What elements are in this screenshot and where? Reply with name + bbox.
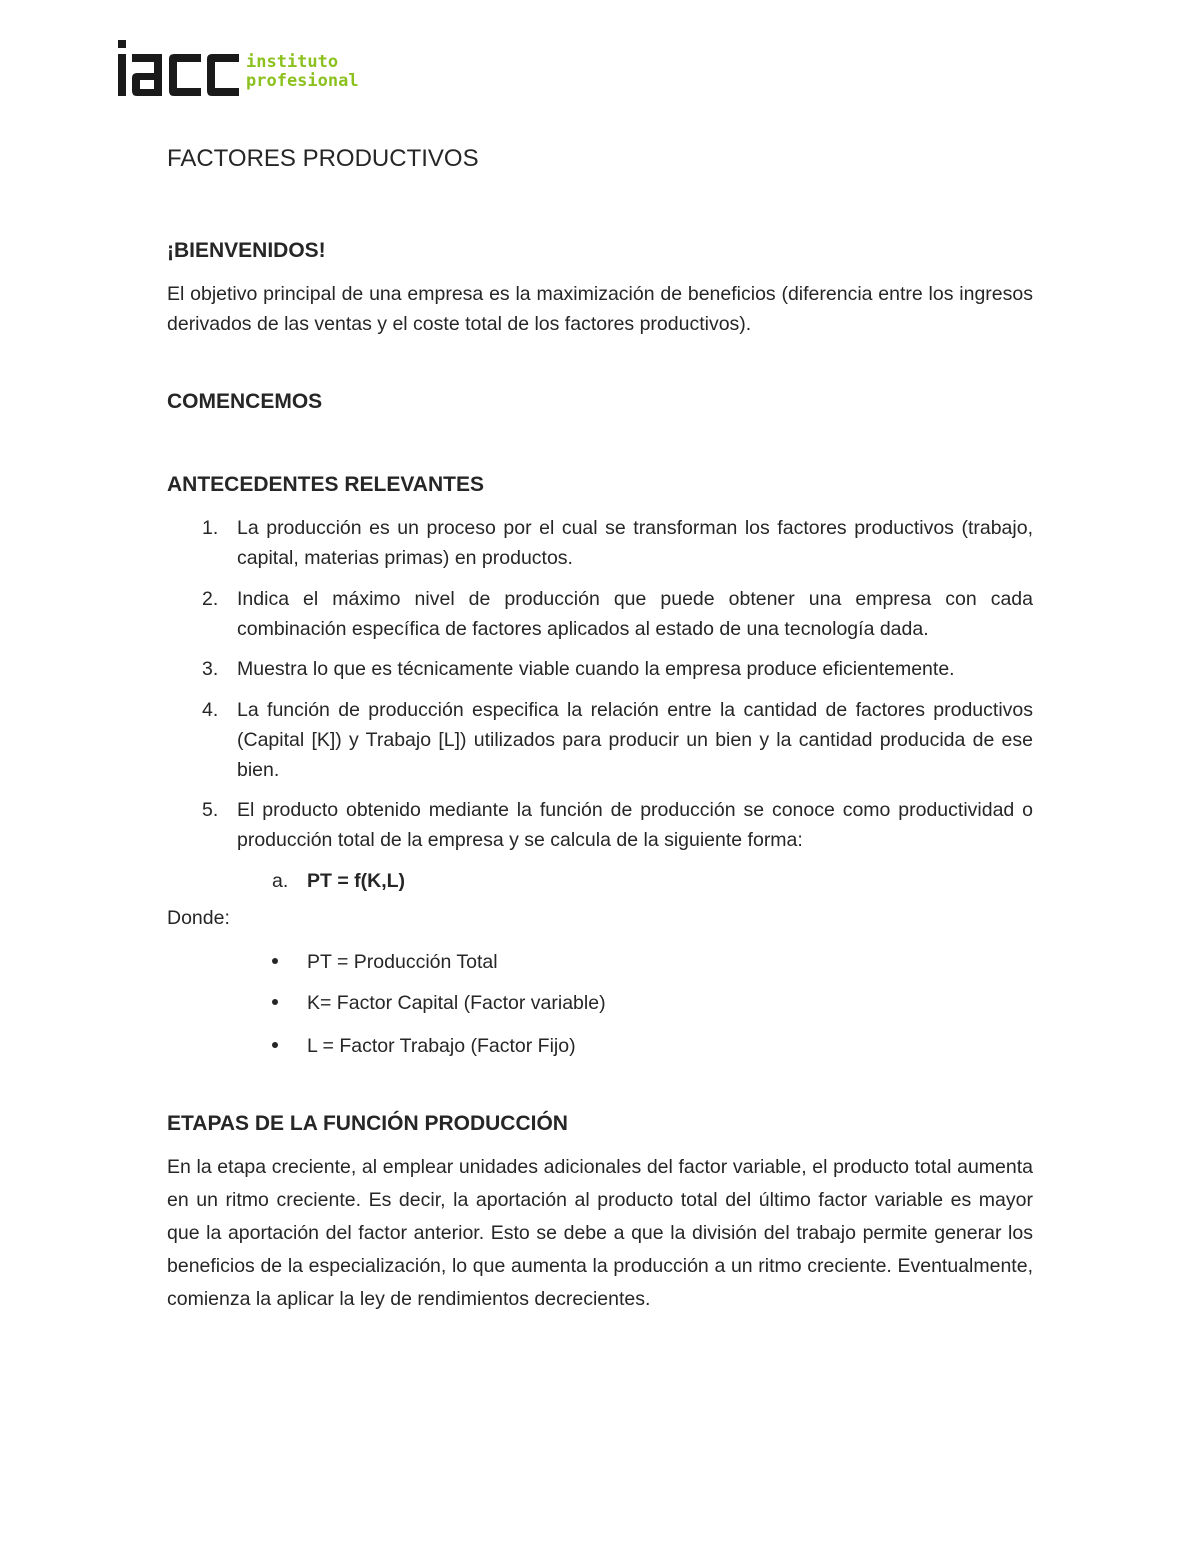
- bullet-text: K= Factor Capital (Factor variable): [307, 992, 606, 1014]
- numbered-item-4: [167, 695, 1033, 785]
- logo-text-instituto: instituto: [246, 52, 339, 72]
- item-number: 2.: [202, 588, 219, 610]
- bullet-icon: [272, 947, 307, 977]
- bullet-item-pt: [272, 947, 498, 977]
- bullet-icon: [272, 1031, 307, 1061]
- numbered-item-2: [167, 584, 1033, 644]
- iacc-logo-mark: [117, 40, 245, 98]
- where-label: Donde:: [167, 907, 230, 929]
- item-text: La producción es un proceso por el cual se transforman los factores productivos (trabajo, capital, materias primas) en productos.: [237, 517, 1033, 569]
- numbered-item-3: [167, 654, 1033, 684]
- item-text: La función de producción especifica la relación entre la cantidad de factores productivos (Capital [K]) y Trabajo [L]) utilizados para producir un bien y la cantidad producida de ese bien.: [237, 699, 1033, 781]
- logo-text-profesional: profesional: [246, 71, 359, 91]
- formula-text: PT = f(K,L): [307, 870, 406, 892]
- bullet-item-l: [272, 1031, 576, 1061]
- bullet-icon: [272, 988, 307, 1018]
- welcome-heading: ¡BIENVENIDOS!: [167, 239, 326, 262]
- bullet-text: L = Factor Trabajo (Factor Fijo): [307, 1035, 576, 1057]
- start-heading: COMENCEMOS: [167, 390, 323, 413]
- item-text: El producto obtenido mediante la función de producción se conoce como productividad o producción total de la empresa y se calcula de la siguiente forma:: [237, 799, 1033, 851]
- numbered-item-1: [167, 513, 1033, 573]
- item-text: Muestra lo que es técnicamente viable cuando la empresa produce eficientemente.: [237, 658, 955, 680]
- welcome-paragraph: El objetivo principal de una empresa es la maximización de beneficios (diferencia entre los ingresos derivados de las ventas y el coste total de los factores productivos).: [167, 283, 1033, 335]
- item-number: 1.: [202, 517, 219, 539]
- sub-item-letter: a.: [272, 870, 289, 892]
- formula-item: [272, 866, 405, 896]
- stages-heading: ETAPAS DE LA FUNCIÓN PRODUCCIÓN: [167, 1112, 568, 1135]
- bullet-item-k: [272, 988, 606, 1018]
- item-text: Indica el máximo nivel de producción que puede obtener una empresa con cada combinación específica de factores aplicados al estado de una tecnología dada.: [237, 588, 1033, 640]
- page-title: FACTORES PRODUCTIVOS: [167, 145, 479, 172]
- stages-paragraph: En la etapa creciente, al emplear unidades adicionales del factor variable, el producto total aumenta en un ritmo creciente. Es decir, la aportación al producto total del último factor variable es mayor que la aportación del factor anterior. Esto se debe a que la división del trabajo permite generar los beneficios de la especialización, lo que aumenta la producción a un ritmo creciente. Eventualmente, comienza la aplicar la ley de rendimientos decrecientes.: [167, 1156, 1033, 1310]
- item-number: 4.: [202, 699, 219, 721]
- bullet-text: PT = Producción Total: [307, 951, 498, 973]
- numbered-item-5: [167, 795, 1033, 855]
- iacc-logo: [117, 40, 362, 98]
- item-number: 3.: [202, 658, 219, 680]
- item-number: 5.: [202, 799, 219, 821]
- background-heading: ANTECEDENTES RELEVANTES: [167, 473, 484, 496]
